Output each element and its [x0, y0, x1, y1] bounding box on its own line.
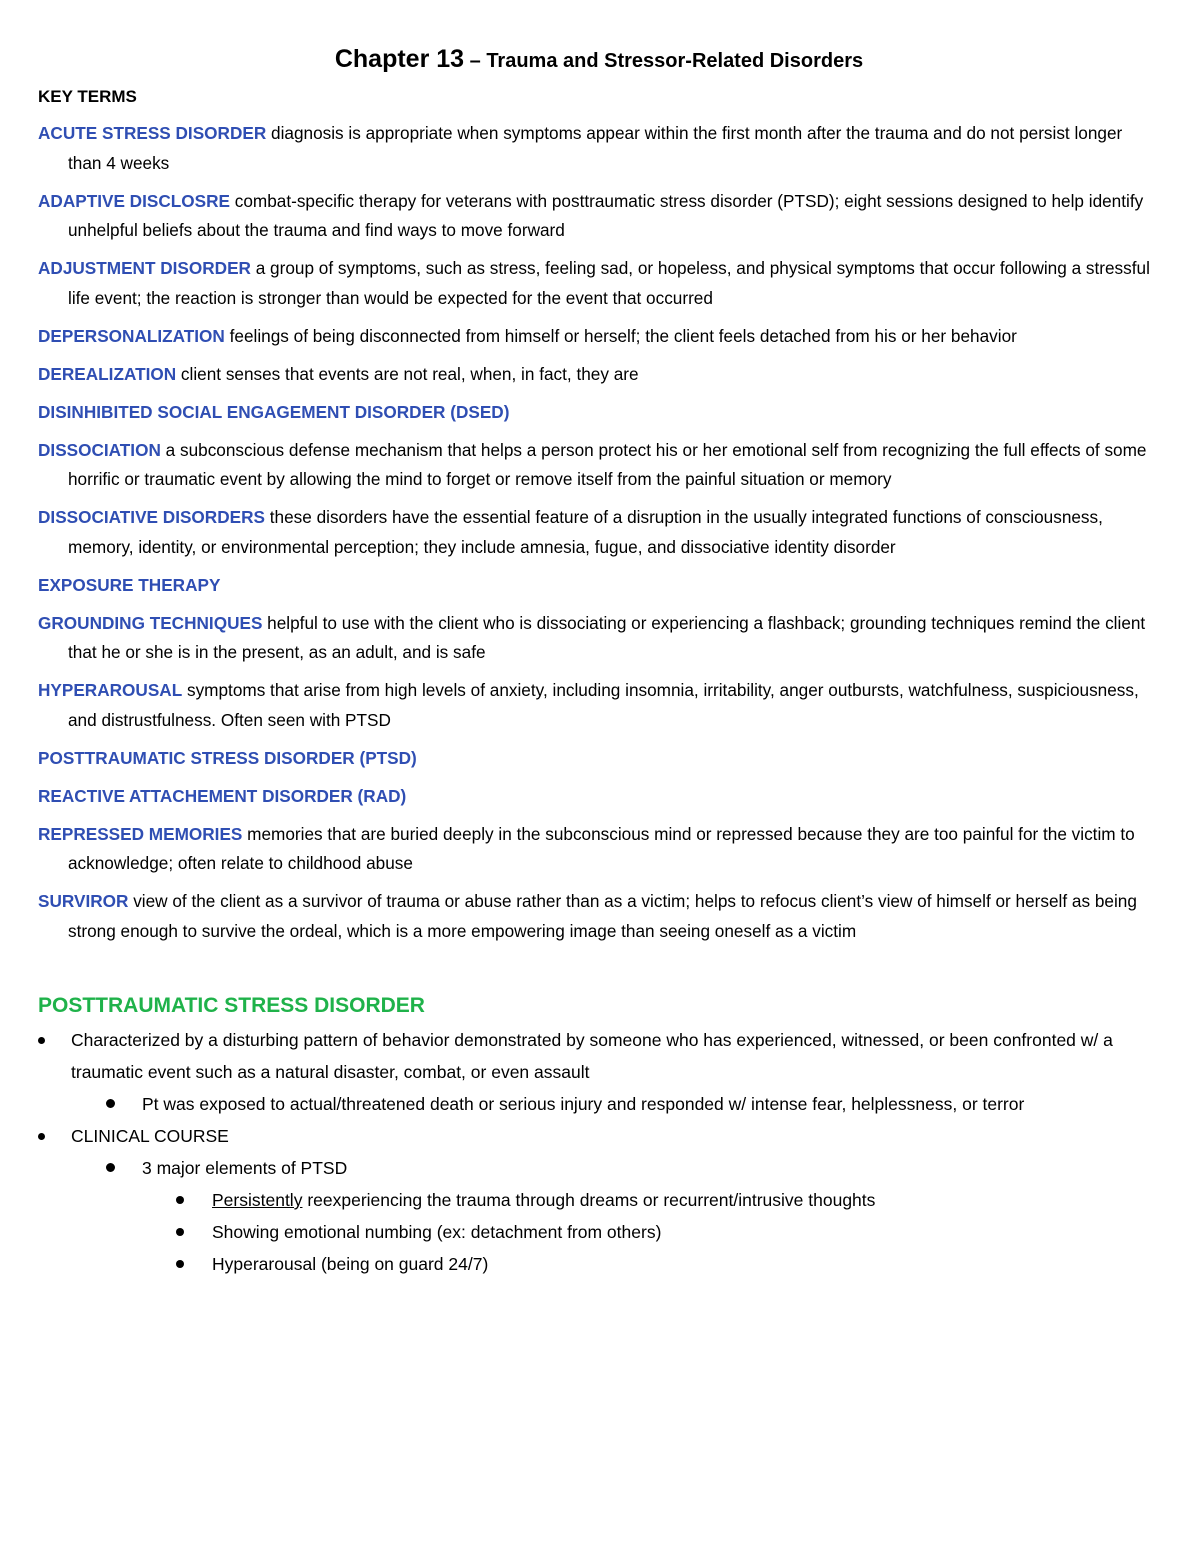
term-name: DISSOCIATIVE DISORDERS	[38, 507, 265, 527]
bullet-text: 3 major elements of PTSD	[142, 1158, 348, 1178]
key-terms-list	[38, 119, 1160, 946]
term-derealization	[38, 360, 1160, 390]
term-dissociative-disorders	[38, 503, 1160, 562]
term-adjustment-disorder	[38, 254, 1160, 313]
term-name: EXPOSURE THERAPY	[38, 574, 221, 595]
term-survivor	[38, 887, 1160, 946]
term-name: DISINHIBITED SOCIAL ENGAGEMENT DISORDER (DSED)	[38, 401, 510, 422]
bullet-disc-icon	[38, 1133, 45, 1140]
bullet-text: CLINICAL COURSE	[71, 1126, 229, 1146]
chapter-title	[38, 44, 1160, 78]
term-name: SURVIROR	[38, 891, 129, 911]
key-terms-heading: KEY TERMS	[38, 87, 137, 106]
chapter-number: Chapter 13	[334, 45, 465, 73]
term-definition: symptoms that arise from high levels of anxiety, including insomnia, irritability, anger outbursts, watchfulness, suspiciousness, and distrustfulness. Often seen with PTSD	[68, 680, 1139, 730]
list-item	[38, 1184, 1160, 1216]
term-name: ADAPTIVE DISCLOSRE	[38, 190, 230, 211]
term-name: REACTIVE ATTACHEMENT DISORDER (RAD)	[38, 785, 407, 806]
bullet-square-icon	[176, 1260, 184, 1268]
bullet-text: Showing emotional numbing (ex: detachment from others)	[212, 1222, 662, 1242]
term-definition: combat-specific therapy for veterans with posttraumatic stress disorder (PTSD); eight sessions designed to help identify unhelpful beliefs about the trauma and find ways to move forward	[68, 190, 1144, 240]
bullet-circle-icon	[106, 1163, 115, 1172]
chapter-subtitle: – Trauma and Stressor-Related Disorders	[464, 50, 864, 72]
underlined-text: Persistently	[212, 1190, 303, 1210]
list-item	[38, 1248, 1160, 1280]
term-dsed	[38, 398, 1160, 428]
term-definition: view of the client as a survivor of trauma or abuse rather than as a victim; helps to refocus client’s view of himself or herself as being strong enough to survive the ordeal, which is a more empowering image than seeing oneself as a victim	[68, 891, 1137, 941]
term-hyperarousal	[38, 676, 1160, 735]
term-definition: helpful to use with the client who is dissociating or experiencing a flashback; grounding techniques remind the client that he or she is in the present, as an adult, and is safe	[68, 612, 1146, 662]
ptsd-bullet-list	[38, 1024, 1160, 1280]
term-definition: client senses that events are not real, when, in fact, they are	[176, 363, 639, 384]
bullet-text: reexperiencing the trauma through dreams or recurrent/intrusive thoughts	[302, 1190, 876, 1210]
bullet-circle-icon	[106, 1099, 115, 1108]
sub-list	[38, 1088, 1160, 1120]
term-name: DISSOCIATION	[38, 439, 161, 460]
bullet-square-icon	[176, 1196, 184, 1204]
term-name: HYPERAROUSAL	[38, 680, 183, 700]
bullet-text: Hyperarousal (being on guard 24/7)	[212, 1254, 489, 1274]
list-item	[38, 1216, 1160, 1248]
term-name: DEREALIZATION	[38, 363, 177, 384]
sub-list	[38, 1152, 1160, 1184]
term-definition: feelings of being disconnected from himself or herself; the client feels detached from his or her behavior	[224, 325, 1017, 346]
term-definition: these disorders have the essential feature of a disruption in the usually integrated functions of consciousness, memory, identity, or environmental perception; they include amnesia, fugue, and dissociative identity disorder	[68, 507, 1103, 557]
term-acute-stress-disorder	[38, 119, 1160, 178]
term-name: ADJUSTMENT DISORDER	[38, 258, 251, 278]
term-adaptive-disclosure	[38, 187, 1160, 246]
term-exposure-therapy	[38, 571, 1160, 601]
list-item	[38, 1152, 1160, 1184]
term-ptsd	[38, 744, 1160, 774]
term-name: ACUTE STRESS DISORDER	[38, 123, 267, 143]
term-definition: memories that are buried deeply in the subconscious mind or repressed because they are too painful for the victim to acknowledge; often relate to childhood abuse	[68, 823, 1135, 873]
term-grounding-techniques	[38, 609, 1160, 668]
bullet-disc-icon	[38, 1037, 45, 1044]
ptsd-section-heading: POSTTRAUMATIC STRESS DISORDER	[38, 994, 425, 1017]
term-repressed-memories	[38, 820, 1160, 879]
term-definition: a group of symptoms, such as stress, feeling sad, or hopeless, and physical symptoms that occur following a stressful life event; the reaction is stronger than would be expected for the event that occurred	[68, 258, 1150, 308]
elements-list	[38, 1184, 1160, 1280]
bullet-text: Characterized by a disturbing pattern of behavior demonstrated by someone who has experienced, witnessed, or been confronted w/ a traumatic event such as a natural disaster, combat, or even assault	[71, 1030, 1113, 1082]
list-item	[38, 1024, 1160, 1120]
list-item	[38, 1120, 1160, 1280]
term-dissociation	[38, 436, 1160, 495]
list-item	[38, 1088, 1160, 1120]
term-name: REPRESSED MEMORIES	[38, 823, 243, 844]
bullet-text: Pt was exposed to actual/threatened death or serious injury and responded w/ intense fear, helplessness, or terror	[142, 1094, 1025, 1114]
term-definition: a subconscious defense mechanism that helps a person protect his or her emotional self from recognizing the full effects of some horrific or traumatic event by allowing the mind to forget or remove itself from the painful situation or memory	[68, 439, 1147, 489]
term-name: POSTTRAUMATIC STRESS DISORDER (PTSD)	[38, 747, 417, 768]
term-definition: diagnosis is appropriate when symptoms appear within the first month after the trauma and do not persist longer than 4 weeks	[68, 123, 1123, 173]
term-depersonalization	[38, 322, 1160, 352]
term-name: GROUNDING TECHNIQUES	[38, 612, 263, 633]
term-name: DEPERSONALIZATION	[38, 325, 225, 346]
term-rad	[38, 782, 1160, 812]
bullet-square-icon	[176, 1228, 184, 1236]
